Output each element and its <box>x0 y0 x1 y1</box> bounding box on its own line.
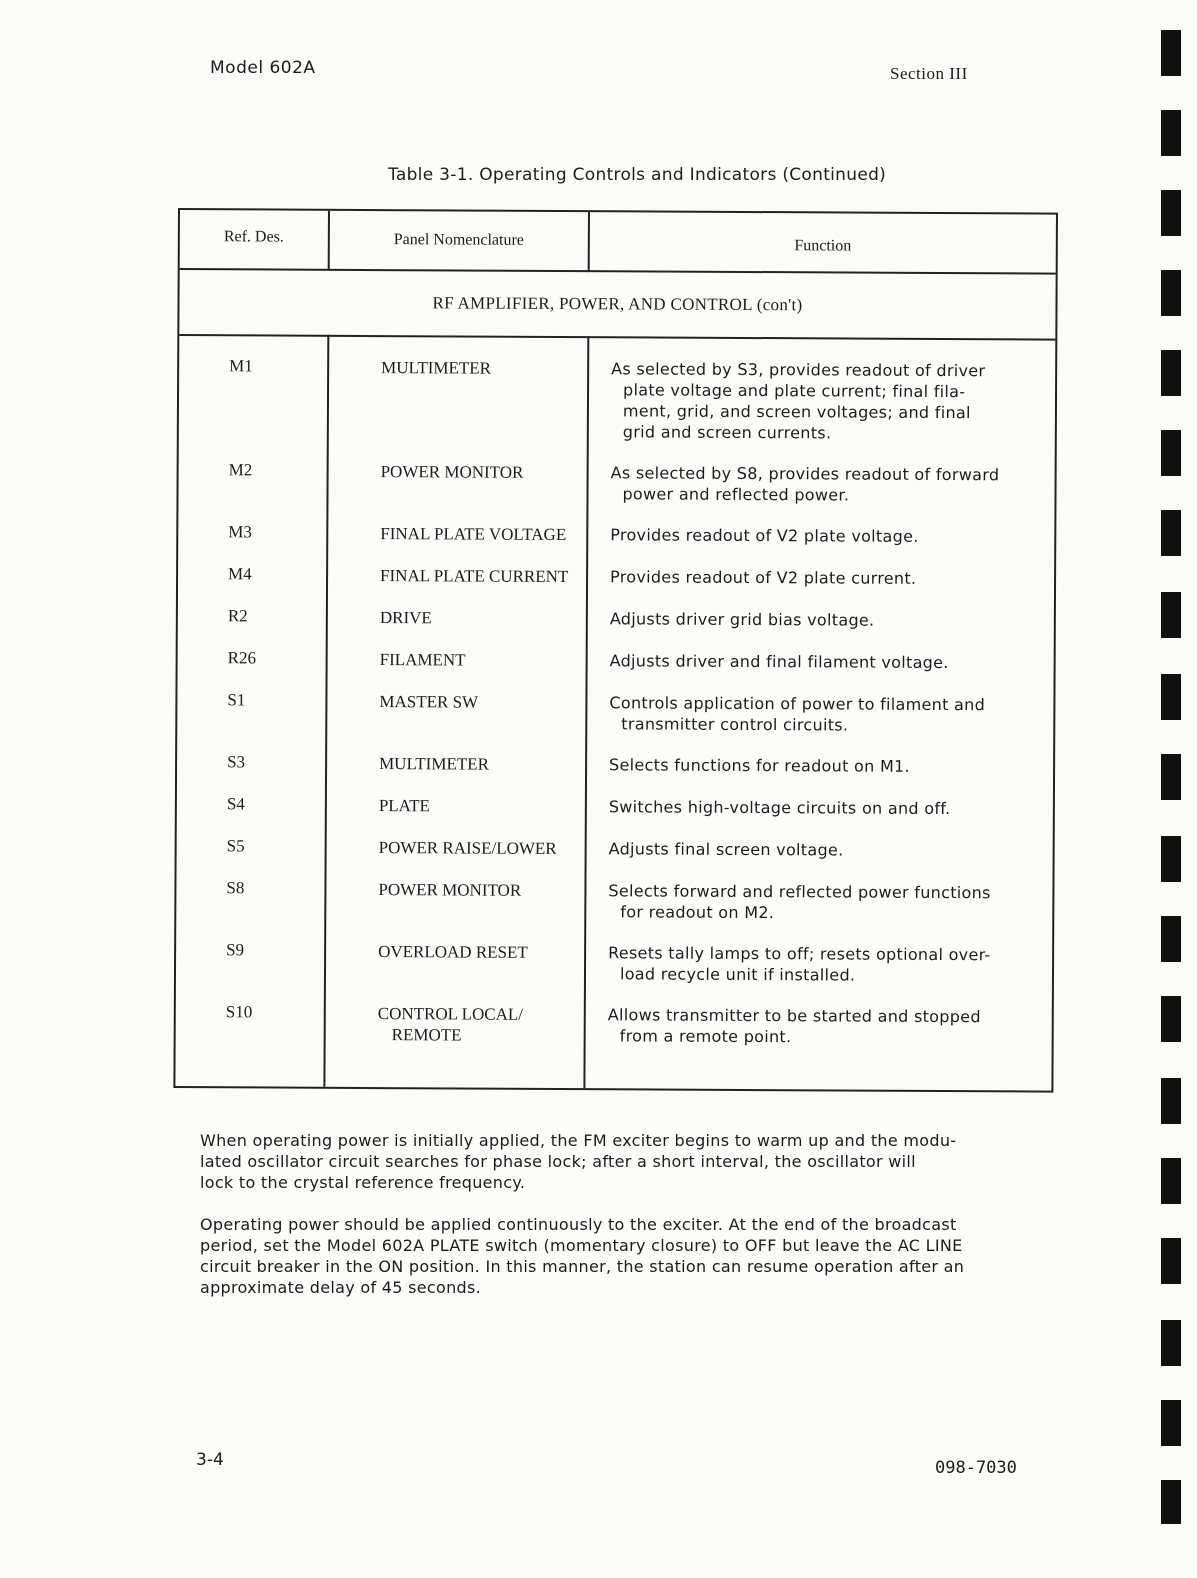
binding-mark <box>1161 30 1181 76</box>
function-description <box>608 1004 1038 1048</box>
col-header-panel: Panel Nomenclature <box>393 231 524 249</box>
table-row <box>176 940 1052 985</box>
function-line: from a remote point. <box>619 1026 792 1047</box>
panel-line: MULTIMETER <box>379 754 490 774</box>
panel-line: POWER MONITOR <box>378 880 522 900</box>
function-line: ment, grid, and screen voltages; and final <box>622 401 971 423</box>
function-description <box>609 692 1039 736</box>
binding-mark <box>1161 270 1181 316</box>
binding-mark <box>1161 916 1181 962</box>
paragraph-line: lock to the crystal reference frequency. <box>200 1173 526 1192</box>
function-line: grid and screen currents. <box>622 422 832 443</box>
paragraph-line: When operating power is initially applied, the FM exciter begins to warm up and the modu- <box>200 1131 957 1150</box>
function-line: Allows transmitter to be started and stopped <box>607 1005 981 1027</box>
panel-line: FINAL PLATE CURRENT <box>380 566 569 587</box>
ref-designator: S8 <box>226 878 245 898</box>
table-title: Table 3-1. Operating Controls and Indicators (Continued) <box>388 165 887 185</box>
binding-mark <box>1161 1400 1181 1446</box>
binding-mark <box>1161 836 1181 882</box>
table-row <box>179 460 1055 505</box>
subheading-rule <box>179 334 1055 341</box>
panel-nomenclature <box>378 941 588 963</box>
function-line: Switches high-voltage circuits on and off. <box>608 797 951 819</box>
function-line: Resets tally lamps to off; resets optional over- <box>608 943 991 965</box>
function-line: As selected by S3, provides readout of driver <box>611 359 986 381</box>
ref-designator: R2 <box>227 606 248 626</box>
table-row <box>177 690 1053 735</box>
function-line: load recycle unit if installed. <box>619 964 856 985</box>
panel-nomenclature <box>381 357 591 379</box>
binding-mark <box>1161 674 1181 720</box>
col-divider <box>323 335 329 1087</box>
function-line: Provides readout of V2 plate voltage. <box>610 525 919 546</box>
binding-mark <box>1161 430 1181 476</box>
function-description <box>610 608 1040 631</box>
panel-line: REMOTE <box>391 1025 462 1045</box>
ref-designator: M2 <box>228 460 253 480</box>
binding-mark <box>1161 510 1181 556</box>
panel-line: FINAL PLATE VOLTAGE <box>380 524 567 545</box>
panel-line: CONTROL LOCAL/ <box>377 1004 524 1024</box>
table-row <box>178 606 1054 630</box>
table-row <box>178 522 1054 546</box>
function-description <box>608 880 1038 924</box>
function-line: Adjusts final screen voltage. <box>608 839 844 860</box>
header-rule <box>180 268 1056 275</box>
binding-mark <box>1161 1238 1181 1284</box>
paragraph-line: lated oscillator circuit searches for phase lock; after a short interval, the oscillator will <box>200 1152 916 1171</box>
panel-nomenclature <box>380 649 590 671</box>
ref-designator: M3 <box>228 522 252 542</box>
function-line: power and reflected power. <box>622 484 850 505</box>
panel-line: DRIVE <box>379 608 432 628</box>
panel-line: POWER RAISE/LOWER <box>378 838 557 858</box>
function-line: Adjusts driver grid bias voltage. <box>609 609 875 630</box>
panel-line: POWER MONITOR <box>380 462 524 482</box>
function-description <box>611 358 1041 444</box>
binding-mark <box>1161 350 1181 396</box>
table-row <box>178 564 1054 588</box>
function-line: transmitter control circuits. <box>621 714 849 735</box>
table-row <box>178 648 1054 673</box>
panel-nomenclature <box>379 795 589 817</box>
paragraph-line: Operating power should be applied continuously to the exciter. At the end of the broadcast <box>200 1215 957 1234</box>
col-header-ref: Ref. Des. <box>223 228 284 246</box>
panel-nomenclature <box>378 879 588 901</box>
function-line: As selected by S8, provides readout of forward <box>610 463 1000 485</box>
ref-designator: S9 <box>226 940 245 960</box>
panel-line: MASTER SW <box>379 692 479 712</box>
function-description <box>609 754 1039 777</box>
ref-designator: S1 <box>227 690 246 710</box>
binding-mark <box>1161 592 1181 638</box>
function-line: Selects forward and reflected power functions <box>608 881 991 903</box>
function-description <box>610 566 1040 589</box>
function-line: plate voltage and plate current; final fila- <box>623 380 966 402</box>
table-row <box>176 1002 1052 1047</box>
binding-mark <box>1161 1158 1181 1204</box>
model-header: Model 602A <box>210 58 316 78</box>
table-row <box>177 752 1053 776</box>
table-row <box>176 878 1052 923</box>
panel-nomenclature <box>378 1003 588 1046</box>
binding-mark <box>1161 1078 1181 1124</box>
document-number: 098-7030 <box>935 1458 1017 1478</box>
table-row <box>177 836 1053 860</box>
ref-designator: M4 <box>228 564 252 584</box>
ref-designator: M1 <box>229 356 253 376</box>
paragraph-line: circuit breaker in the ON position. In this manner, the station can resume operation after an <box>200 1257 965 1276</box>
panel-nomenclature <box>379 753 589 775</box>
panel-nomenclature <box>380 607 590 629</box>
table-row <box>179 356 1055 443</box>
binding-mark <box>1161 1480 1181 1524</box>
binding-mark <box>1161 110 1181 156</box>
binding-mark <box>1161 754 1181 800</box>
panel-nomenclature <box>379 837 589 859</box>
function-description <box>610 524 1040 547</box>
panel-nomenclature <box>380 565 590 587</box>
function-line: Controls application of power to filament and <box>609 693 986 715</box>
function-line: Adjusts driver and final filament voltage. <box>609 651 949 673</box>
function-description <box>608 942 1038 986</box>
panel-line: PLATE <box>378 796 430 816</box>
paragraph <box>200 1214 1050 1298</box>
section-subheading: RF AMPLIFIER, POWER, AND CONTROL (con't) <box>432 293 803 315</box>
panel-line: OVERLOAD RESET <box>378 942 528 962</box>
function-description <box>610 650 1040 673</box>
paragraph-line: approximate delay of 45 seconds. <box>200 1278 481 1297</box>
binding-mark <box>1161 1320 1181 1366</box>
col-header-function: Function <box>794 237 852 255</box>
ref-designator: S3 <box>227 752 246 772</box>
paragraph-line: period, set the Model 602A PLATE switch (momentary closure) to OFF but leave the AC LINE <box>200 1236 963 1255</box>
table-row <box>177 794 1053 819</box>
section-header: Section III <box>890 64 968 83</box>
panel-line: FILAMENT <box>379 650 466 670</box>
binding-mark <box>1161 190 1181 236</box>
function-description <box>610 462 1040 506</box>
function-description <box>609 796 1039 819</box>
ref-designator: S10 <box>225 1002 253 1022</box>
function-description <box>609 838 1039 861</box>
panel-nomenclature <box>379 691 589 713</box>
function-line: Provides readout of V2 plate current. <box>610 567 917 588</box>
ref-designator: S5 <box>226 836 245 856</box>
panel-nomenclature <box>380 523 590 545</box>
panel-nomenclature <box>381 461 591 483</box>
function-line: Selects functions for readout on M1. <box>609 755 910 776</box>
function-line: for readout on M2. <box>620 902 775 923</box>
controls-table <box>173 208 1058 1093</box>
ref-designator: R26 <box>227 648 257 668</box>
ref-designator: S4 <box>226 794 245 814</box>
binding-mark <box>1161 996 1181 1042</box>
panel-line: MULTIMETER <box>381 358 492 378</box>
page-number: 3-4 <box>196 1450 224 1470</box>
paragraph <box>200 1130 1050 1193</box>
